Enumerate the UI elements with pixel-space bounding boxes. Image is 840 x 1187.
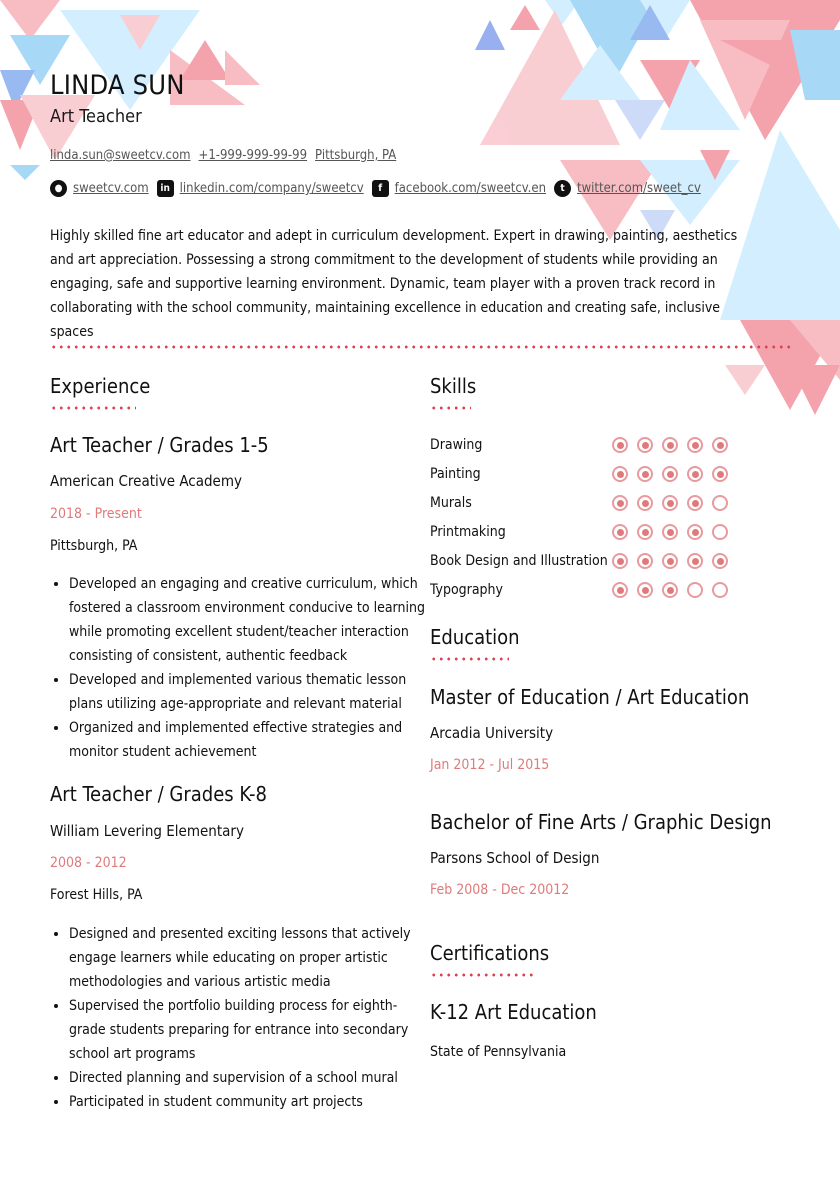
email-link[interactable]: linda.sun@sweetcv.com (50, 148, 191, 163)
twitter-icon: t (554, 180, 571, 197)
globe-icon: ● (50, 180, 67, 197)
facebook-icon: f (372, 180, 389, 197)
list-item: • Directed planning and supervision of a school mural (69, 1066, 417, 1090)
rating-dot-empty (712, 582, 728, 598)
rating-dot-filled (637, 466, 653, 482)
skill-name: Printmaking (430, 524, 506, 540)
rating-dot-filled (687, 553, 703, 569)
rating-dot-filled (687, 466, 703, 482)
rating-dot-filled (612, 582, 628, 598)
skill-name: Drawing (430, 437, 483, 453)
rating-dot-filled (612, 437, 628, 453)
skill-rating (612, 466, 728, 482)
linkedin-link[interactable]: linkedin.com/company/sweetcv (179, 181, 364, 196)
rating-dot-filled (637, 582, 653, 598)
education-dates: Jan 2012 - Jul 2015 (430, 757, 550, 773)
rating-dot-filled (612, 466, 628, 482)
facebook-link[interactable]: facebook.com/sweetcv.en (394, 181, 547, 196)
rating-dot-filled (612, 495, 628, 511)
rating-dot-empty (712, 524, 728, 540)
twitter-link-item (554, 180, 701, 197)
rating-dot-filled (662, 582, 678, 598)
certifications-underline (430, 973, 535, 977)
rating-dot-filled (637, 495, 653, 511)
skill-name: Painting (430, 466, 481, 482)
summary-paragraph: Highly skilled fine art educator and adept in curriculum development. Expert in drawing, painting, aesthetics and art appreciation. Possessing a strong commitment to the development of students while providing an engaging, safe and supportive learning environment. Dynamic, team player with a proven track record in collaborating with the school community, maintaining excellence in education and creating safe, inclusive spaces (50, 228, 738, 340)
job-bullets (50, 572, 425, 764)
list-item: • Developed an engaging and creative curriculum, which fostered a classroom environment conducive to learning while promoting excellent student/teacher interaction consisting of consistent, authentic feedback (69, 572, 425, 668)
website-link-item (50, 180, 149, 197)
rating-dot-filled (687, 495, 703, 511)
skill-row (430, 579, 728, 601)
experience-heading: Experience (50, 374, 151, 398)
skill-name: Typography (430, 582, 503, 598)
skill-rating (612, 437, 728, 453)
education-school: Parsons School of Design (430, 849, 600, 867)
skill-name: Book Design and Illustration (430, 553, 608, 569)
list-item: • Developed and implemented various thematic lesson plans utilizing age-appropriate and relevant material (69, 668, 425, 716)
rating-dot-filled (662, 437, 678, 453)
skill-row (430, 463, 728, 485)
job-dates: 2008 - 2012 (50, 855, 127, 871)
section-divider (50, 345, 790, 349)
education-underline (430, 657, 509, 661)
rating-dot-filled (687, 437, 703, 453)
job-title: Art Teacher / Grades K-8 (50, 782, 267, 806)
location-link[interactable]: Pittsburgh, PA (315, 148, 397, 163)
job-org: William Levering Elementary (50, 822, 244, 840)
rating-dot-empty (687, 582, 703, 598)
certification-issuer: State of Pennsylvania (430, 1044, 567, 1060)
education-school: Arcadia University (430, 724, 554, 742)
candidate-name: LINDA SUN (50, 70, 185, 101)
skill-row (430, 550, 728, 572)
list-item: • Participated in student community art projects (69, 1090, 417, 1114)
list-item: • Designed and presented exciting lessons that actively engage learners while educating on proper artistic methodologies and various artistic media (69, 922, 417, 994)
rating-dot-filled (662, 553, 678, 569)
education-degree: Bachelor of Fine Arts / Graphic Design (430, 810, 772, 834)
skill-row (430, 521, 728, 543)
job-location: Forest Hills, PA (50, 887, 143, 903)
education-dates: Feb 2008 - Dec 20012 (430, 882, 570, 898)
experience-underline (50, 406, 136, 410)
rating-dot-filled (662, 524, 678, 540)
linkedin-link-item (157, 180, 364, 197)
linkedin-icon: in (157, 180, 174, 197)
contact-line (50, 148, 396, 163)
job-title: Art Teacher / Grades 1-5 (50, 433, 269, 457)
rating-dot-filled (712, 437, 728, 453)
list-item: • Supervised the portfolio building process for eighth-grade students preparing for entrance into secondary school art programs (69, 994, 417, 1066)
website-link[interactable]: sweetcv.com (73, 181, 149, 196)
skill-rating (612, 524, 728, 540)
list-item: • Organized and implemented effective strategies and monitor student achievement (69, 716, 425, 764)
rating-dot-filled (712, 553, 728, 569)
skill-name: Murals (430, 495, 472, 511)
education-heading: Education (430, 625, 520, 649)
rating-dot-filled (637, 437, 653, 453)
social-links (50, 180, 709, 197)
rating-dot-filled (712, 466, 728, 482)
job-location: Pittsburgh, PA (50, 538, 138, 554)
skill-row (430, 434, 728, 456)
rating-dot-filled (662, 466, 678, 482)
job-dates: 2018 - Present (50, 506, 142, 522)
facebook-link-item (372, 180, 546, 197)
skill-rating (612, 553, 728, 569)
job-bullets (50, 922, 417, 1114)
skills-underline (430, 406, 471, 410)
candidate-title: Art Teacher (50, 106, 142, 127)
job-org: American Creative Academy (50, 472, 242, 490)
certification-name: K-12 Art Education (430, 1000, 597, 1024)
skill-rating (612, 495, 728, 511)
rating-dot-filled (637, 524, 653, 540)
skill-rating (612, 582, 728, 598)
rating-dot-empty (712, 495, 728, 511)
rating-dot-filled (637, 553, 653, 569)
phone-link[interactable]: +1-999-999-99-99 (198, 148, 308, 163)
skill-row (430, 492, 728, 514)
certifications-heading: Certifications (430, 941, 550, 965)
education-degree: Master of Education / Art Education (430, 685, 750, 709)
rating-dot-filled (687, 524, 703, 540)
skills-heading: Skills (430, 374, 477, 398)
rating-dot-filled (612, 524, 628, 540)
twitter-link[interactable]: twitter.com/sweet_cv (577, 181, 701, 196)
rating-dot-filled (612, 553, 628, 569)
rating-dot-filled (662, 495, 678, 511)
